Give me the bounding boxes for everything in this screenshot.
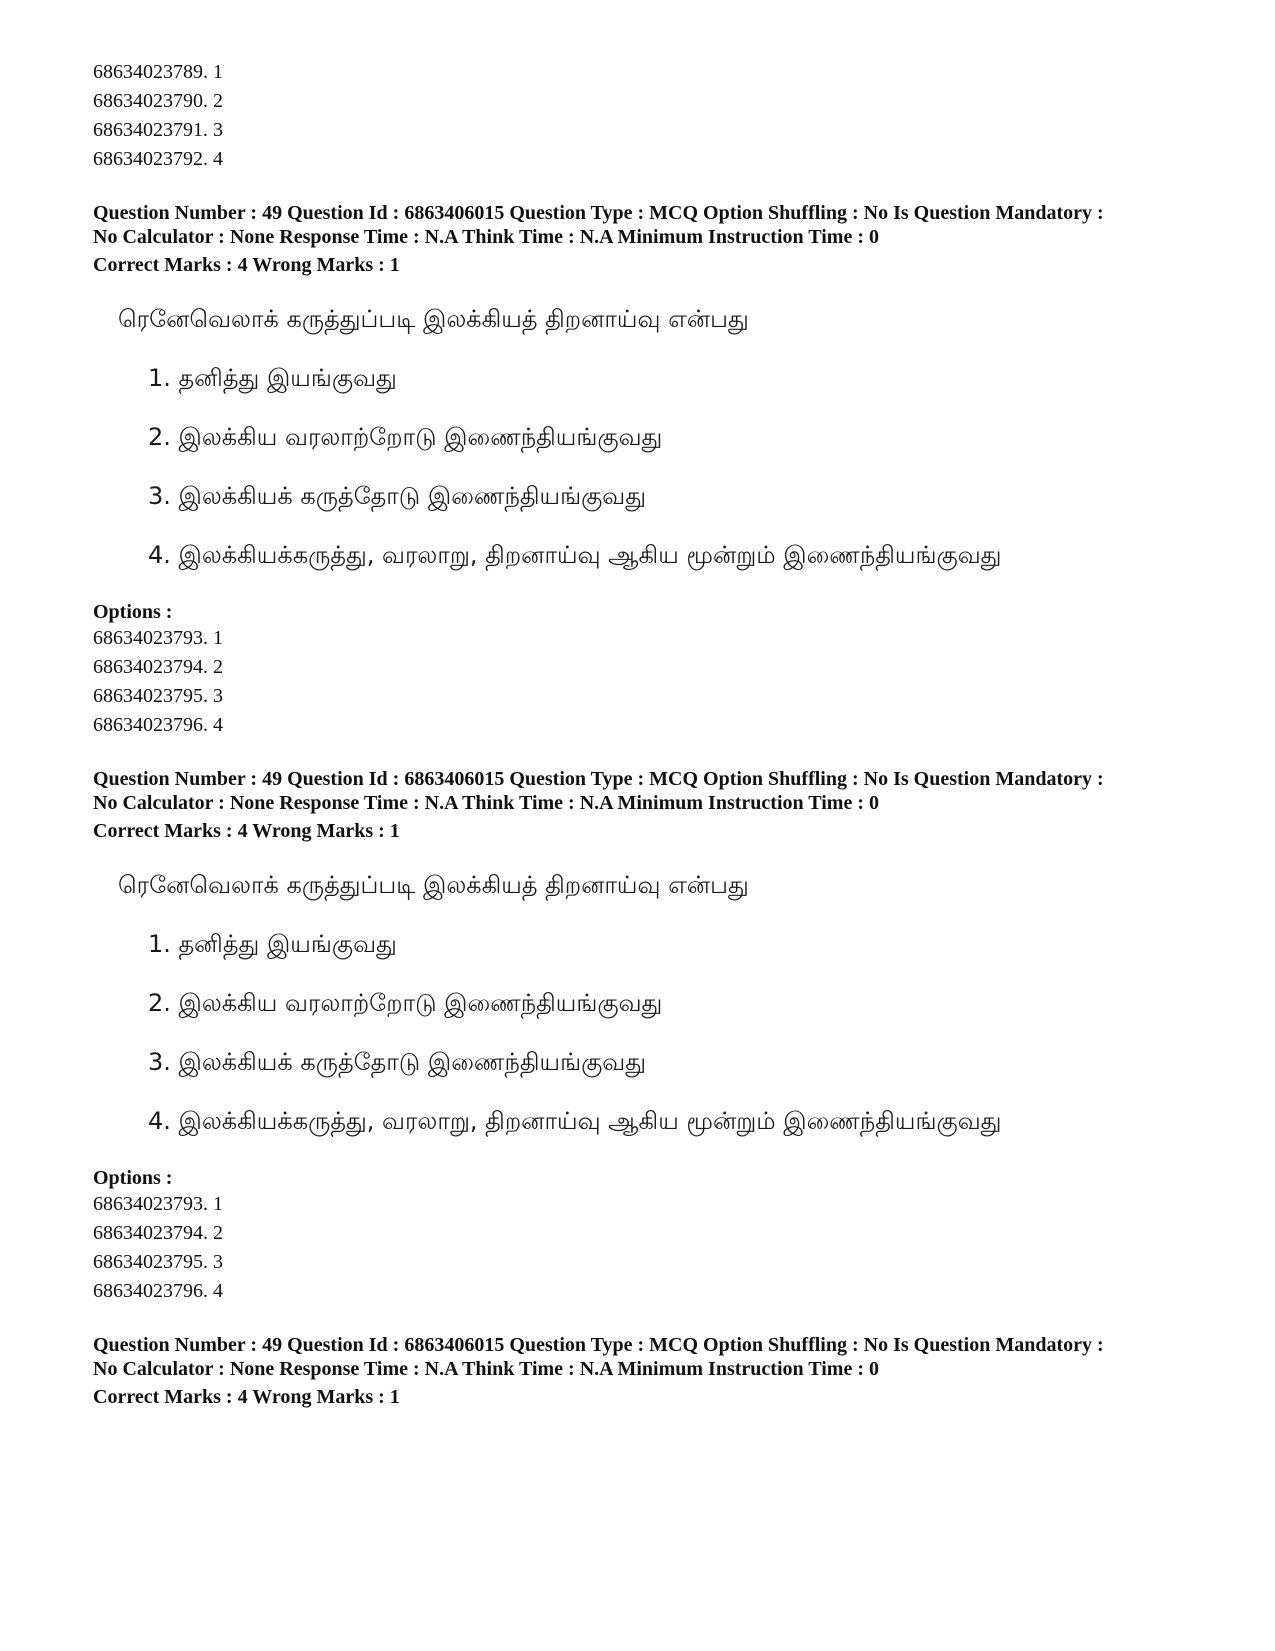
option-line: 68634023789. 1: [93, 61, 223, 83]
option-line: 68634023791. 3: [93, 119, 223, 141]
question-choice: 1. தனித்து இயங்குவது: [148, 364, 397, 392]
question-stem: ரெனேவெலாக் கருத்துப்படி இலக்கியத் திறனாய்வு என்பது: [118, 305, 749, 333]
option-line: 68634023796. 4: [93, 714, 223, 736]
question-block: [93, 1333, 1213, 1409]
top-options-list: [93, 58, 1213, 174]
question-block: [93, 767, 1213, 1306]
question-choice: 2. இலக்கிய வரலாற்றோடு இணைந்தியங்குவது: [148, 423, 663, 451]
option-line: 68634023795. 3: [93, 685, 223, 707]
option-line: 68634023796. 4: [93, 1280, 223, 1302]
question-meta-line2: No Calculator : None Response Time : N.A Think Time : N.A Minimum Instruction Time : 0: [93, 792, 879, 814]
document-page: [93, 58, 1213, 1409]
question-choice: 3. இலக்கியக் கருத்தோடு இணைந்தியங்குவது: [148, 1048, 647, 1076]
option-line: 68634023793. 1: [93, 1193, 223, 1215]
option-line: 68634023793. 1: [93, 627, 223, 649]
option-line: 68634023794. 2: [93, 1222, 223, 1244]
question-marks: Correct Marks : 4 Wrong Marks : 1: [93, 254, 400, 276]
question-choice: 4. இலக்கியக்கருத்து, வரலாறு, திறனாய்வு ஆகிய மூன்றும் இணைந்தியங்குவது: [148, 541, 1002, 569]
options-label: Options :: [93, 601, 173, 623]
question-meta-line1: Question Number : 49 Question Id : 6863406015 Question Type : MCQ Option Shuffling : No Is Question Mandatory :: [93, 202, 1104, 224]
question-meta-line1: Question Number : 49 Question Id : 6863406015 Question Type : MCQ Option Shuffling : No Is Question Mandatory :: [93, 768, 1104, 790]
option-line: 68634023794. 2: [93, 656, 223, 678]
question-choice: 2. இலக்கிய வரலாற்றோடு இணைந்தியங்குவது: [148, 989, 663, 1017]
question-block: [93, 201, 1213, 740]
question-choice: 4. இலக்கியக்கருத்து, வரலாறு, திறனாய்வு ஆகிய மூன்றும் இணைந்தியங்குவது: [148, 1107, 1002, 1135]
option-line: 68634023795. 3: [93, 1251, 223, 1273]
option-line: 68634023790. 2: [93, 90, 223, 112]
options-label: Options :: [93, 1167, 173, 1189]
question-stem: ரெனேவெலாக் கருத்துப்படி இலக்கியத் திறனாய்வு என்பது: [118, 871, 749, 899]
question-marks: Correct Marks : 4 Wrong Marks : 1: [93, 1386, 400, 1408]
question-choice: 3. இலக்கியக் கருத்தோடு இணைந்தியங்குவது: [148, 482, 647, 510]
question-meta-line2: No Calculator : None Response Time : N.A Think Time : N.A Minimum Instruction Time : 0: [93, 226, 879, 248]
options-list: [93, 624, 1213, 740]
option-line: 68634023792. 4: [93, 148, 223, 170]
question-choice: 1. தனித்து இயங்குவது: [148, 930, 397, 958]
question-meta-line1: Question Number : 49 Question Id : 6863406015 Question Type : MCQ Option Shuffling : No Is Question Mandatory :: [93, 1334, 1104, 1356]
question-meta-line2: No Calculator : None Response Time : N.A Think Time : N.A Minimum Instruction Time : 0: [93, 1358, 879, 1380]
options-list: [93, 1190, 1213, 1306]
question-marks: Correct Marks : 4 Wrong Marks : 1: [93, 820, 400, 842]
